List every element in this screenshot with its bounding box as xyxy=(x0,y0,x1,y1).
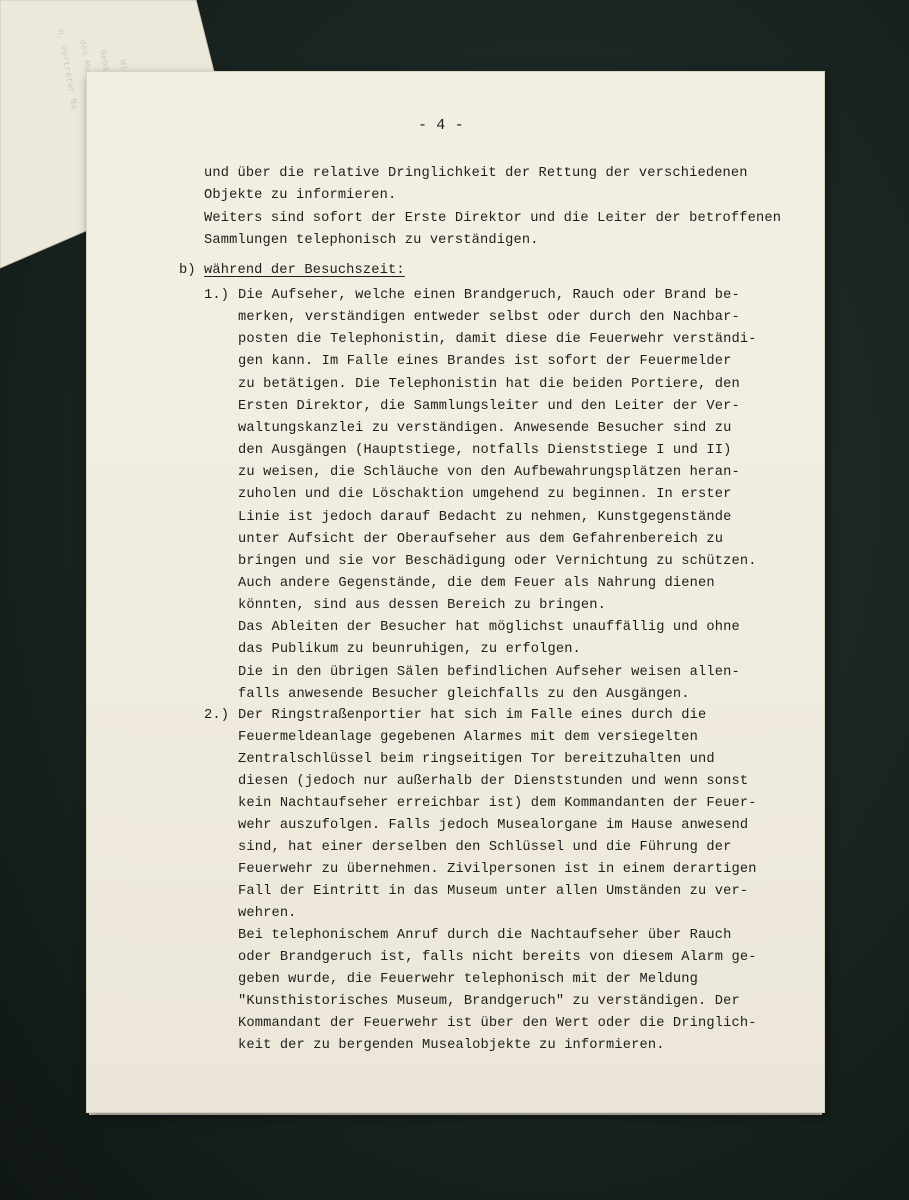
text-line: könnten, sind aus dessen Bereich zu bringen. xyxy=(238,598,607,614)
text-line: waltungskanzlei zu verständigen. Anwesende Besucher sind zu xyxy=(238,420,732,436)
page-number: - 4 - xyxy=(418,117,464,134)
text-line: posten die Telephonistin, damit diese die Feuerwehr verständi- xyxy=(238,332,757,348)
svg-text:des Museums zu: des xyxy=(77,38,90,57)
text-line: zuholen und die Löschaktion umgehend zu beginnen. In erster xyxy=(238,487,732,503)
item-2-marker: 2.) xyxy=(204,708,230,723)
svg-text:n, Vertreter Ba: n, Vertreter Ba xyxy=(55,28,79,111)
text-line: Die Aufseher, welche einen Brandgeruch, Rauch oder Brand be- xyxy=(238,288,740,303)
text-line: Zentralschlüssel beim ringseitigen Tor bereitzuhalten und xyxy=(238,752,715,767)
text-line: Objekte zu informieren. xyxy=(204,188,397,204)
text-line: bringen und sie vor Beschädigung oder Vernichtung zu schützen. xyxy=(238,553,757,569)
text-line: kein Nachtaufseher erreichbar ist) dem Kommandanten der Feuer- xyxy=(238,796,757,811)
text-line: "Kunsthistorisches Museum, Brandgeruch" zu verständigen. Der xyxy=(238,994,740,1009)
text-line: Fall der Eintritt in das Museum unter allen Umständen zu ver- xyxy=(238,884,749,899)
text-line: Sammlungen telephonisch zu verständigen. xyxy=(204,232,539,248)
text-line: Weiters sind sofort der Erste Direktor und die Leiter der betroffenen xyxy=(204,210,782,226)
text-line: oder Brandgeruch ist, falls nicht bereits von diesem Alarm ge- xyxy=(238,950,757,965)
text-line: zu betätigen. Die Telephonistin hat die beiden Portiere, den xyxy=(238,376,740,392)
text-line: gen kann. Im Falle eines Brandes ist sofort der Feuermelder xyxy=(238,354,732,370)
text-line: diesen (jedoch nur außerhalb der Dienststunden und wenn sonst xyxy=(238,774,749,789)
text-line: Die in den übrigen Sälen befindlichen Aufseher weisen allen- xyxy=(238,664,740,680)
text-line: Auch andere Gegenstände, die dem Feuer als Nahrung dienen xyxy=(238,575,715,591)
text-line: Kommandant der Feuerwehr ist über den Wert oder die Dringlich- xyxy=(238,1016,757,1031)
text-line: und über die relative Dringlichkeit der Rettung der verschiedenen xyxy=(204,166,748,181)
text-line: keit der zu bergenden Musealobjekte zu informieren. xyxy=(238,1038,665,1053)
text-line: geben wurde, die Feuerwehr telephonisch mit der Meldung xyxy=(238,972,699,987)
text-line: wehr auszufolgen. Falls jedoch Musealorgane im Hause anwesend xyxy=(238,818,749,833)
text-line: Bei telephonischem Anruf durch die Nachtaufseher über Rauch xyxy=(238,928,732,943)
text-line: Linie ist jedoch darauf Bedacht zu nehmen, Kunstgegenstände xyxy=(238,509,732,525)
text-line: unter Aufsicht der Oberaufseher aus dem Gefahrenbereich zu xyxy=(238,531,724,547)
text-line: Feuermeldeanlage gegebenen Alarmes mit dem versiegelten xyxy=(238,730,699,745)
text-line: zu weisen, die Schläuche von den Aufbewahrungsplätzen heran- xyxy=(238,465,740,481)
section-b-heading: während der Besuchszeit: xyxy=(204,263,405,278)
text-line: Der Ringstraßenportier hat sich im Falle eines durch die xyxy=(238,708,707,723)
text-line: falls anwesende Besucher gleichfalls zu den Ausgängen. xyxy=(238,686,690,702)
text-line: das Publikum zu beunruhigen, zu erfolgen. xyxy=(238,642,581,658)
text-line: Feuerwehr zu übernehmen. Zivilpersonen ist in einem derartigen xyxy=(238,862,757,877)
text-line: sind, hat einer derselben den Schlüssel und die Führung der xyxy=(238,840,732,855)
section-b-marker: b) xyxy=(179,263,196,278)
text-line: wehren. xyxy=(238,906,297,921)
text-line: merken, verständigen entweder selbst oder durch den Nachbar- xyxy=(238,310,740,326)
item-1-marker: 1.) xyxy=(204,288,230,303)
text-line: Ersten Direktor, die Sammlungsleiter und den Leiter der Ver- xyxy=(238,398,740,414)
text-line: Das Ableiten der Besucher hat möglichst unauffällig und ohne xyxy=(238,620,740,636)
text-line: den Ausgängen (Hauptstiege, notfalls Dienststiege I und II) xyxy=(238,443,732,459)
